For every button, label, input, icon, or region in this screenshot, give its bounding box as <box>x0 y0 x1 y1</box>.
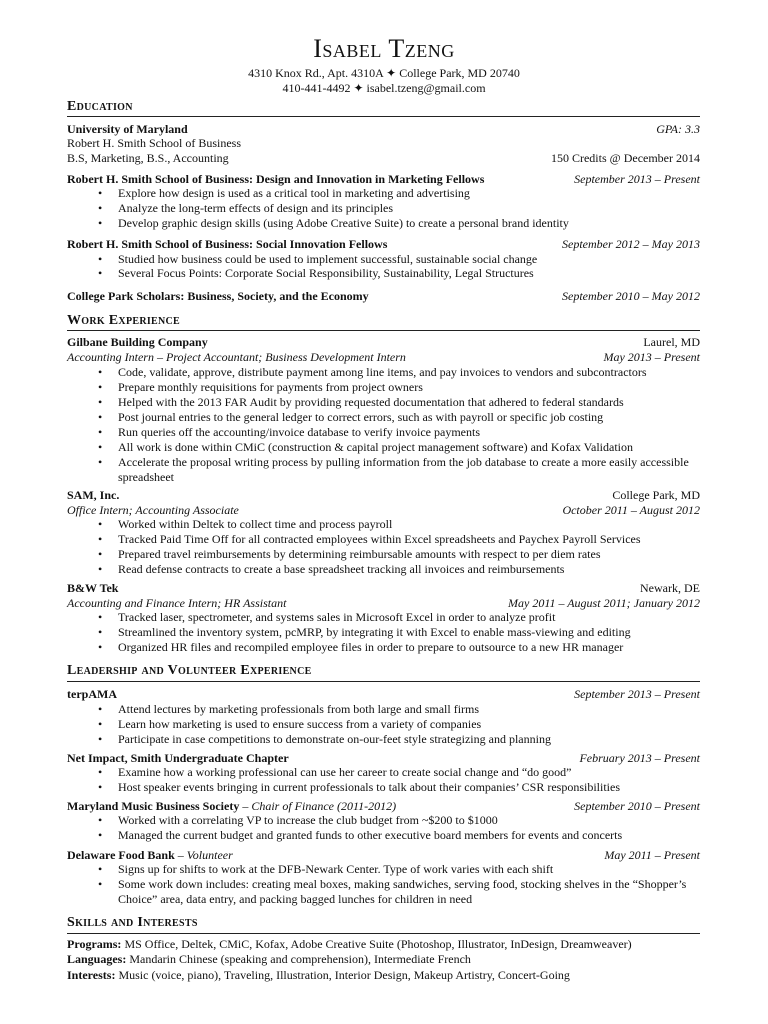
scholars-date: September 2010 – May 2012 <box>562 289 700 303</box>
job-date: May 2011 – August 2011; January 2012 <box>508 596 700 610</box>
programs-label: Programs: <box>67 937 122 951</box>
job-location: College Park, MD <box>612 488 700 502</box>
org-name: terpAMA <box>67 687 117 701</box>
bullet-item: • Managed the current budget and granted funds to other executive board members for events and concerts <box>98 828 623 842</box>
phone-email-line: 410-441-4492 ✦ isabel.tzeng@gmail.com <box>282 81 486 95</box>
languages-value: Mandarin Chinese (speaking and comprehension), Intermediate French <box>126 952 471 966</box>
bullet-item: • Streamlined the inventory system, pcMRP, by integrating it with Excel to enable mass-viewing and editing <box>98 625 631 639</box>
job-role: Accounting Intern – Project Accountant; Business Development Intern <box>67 350 406 364</box>
job-role: Office Intern; Accounting Associate <box>67 503 239 517</box>
candidate-name: Isabel Tzeng <box>313 34 455 63</box>
bullet-item: • Attend lectures by marketing professionals from both large and small firms <box>98 702 480 716</box>
gpa: GPA: 3.3 <box>656 122 700 136</box>
credits: 150 Credits @ December 2014 <box>550 151 700 165</box>
bullet-item: • Host speaker events bringing in current professionals to talk about their companies’ CSR responsibilities <box>98 780 621 794</box>
bullet-item: • Organized HR files and recompiled employee files in order to prepare to outsource to a new HR manager <box>98 640 624 654</box>
education-college-row <box>67 136 700 150</box>
job-role-row <box>67 350 700 364</box>
org-date: May 2011 – Present <box>604 848 700 862</box>
bullet-item: • Helped with the 2013 FAR Audit by providing requested documentation that adhered to federal standards <box>98 395 624 409</box>
company-name: SAM, Inc. <box>67 488 120 502</box>
interests-value: Music (voice, piano), Traveling, Illustration, Interior Design, Makeup Artistry, Concert-Going <box>115 968 570 982</box>
job-date: October 2011 – August 2012 <box>562 503 700 517</box>
bullet-item: • Tracked Paid Time Off for all contracted employees within Excel spreadsheets and Paychex Payroll Services <box>98 532 641 546</box>
bullet-item: • Learn how marketing is used to ensure success from a variety of companies <box>98 717 482 731</box>
bullet-item: • Tracked laser, spectrometer, and systems sales in Microsoft Excel in order to analyze profit <box>98 610 556 624</box>
job-header-row <box>67 581 700 595</box>
job-role: Accounting and Finance Intern; HR Assistant <box>67 596 287 610</box>
section-title-work: Work Experience <box>67 313 181 328</box>
org-name: Maryland Music Business Society <box>67 799 240 813</box>
bullet-item: • Worked with a correlating VP to increase the club budget from ~$200 to $1000 <box>98 813 498 827</box>
org-row <box>67 799 700 813</box>
bullet-item: • Participate in case competitions to demonstrate on-our-feet style strategizing and planning <box>98 732 551 746</box>
bullet-item: • Prepared travel reimbursements by determining reimbursable amounts with respect to per diem rates <box>98 547 601 561</box>
job-header-row <box>67 335 700 349</box>
degree: B.S, Marketing, B.S., Accounting <box>67 151 229 165</box>
scholars-row <box>67 289 700 303</box>
skills-programs <box>67 937 707 951</box>
section-divider <box>67 116 700 117</box>
address-line: 4310 Knox Rd., Apt. 4310A ✦ College Park, MD 20740 <box>248 66 520 80</box>
college-name: Robert H. Smith School of Business <box>67 136 242 150</box>
bullet-item: • Prepare monthly requisitions for payments from project owners <box>98 380 423 394</box>
org-name: Delaware Food Bank <box>67 848 175 862</box>
job-role-row <box>67 596 700 610</box>
programs-value: MS Office, Deltek, CMiC, Kofax, Adobe Creative Suite (Photoshop, Illustrator, InDesign, Dreamweaver) <box>121 937 632 951</box>
bullet-item: • All work is done within CMiC (construction & capital project management software) and Kofax Validation <box>98 440 633 454</box>
bullet-item: • Examine how a working professional can use her career to create social change and “do good” <box>98 765 572 779</box>
bullet-item: • Accelerate the proposal writing process by pulling information from the job database to create a more easily accessible spreadsheet <box>98 455 689 484</box>
bullet-item: • Signs up for shifts to work at the DFB-Newark Center. Type of work varies with each shift <box>98 862 554 876</box>
bullet-item: • Studied how business could be used to implement successful, sustainable social change <box>98 252 538 266</box>
company-name: Gilbane Building Company <box>67 335 208 349</box>
org-role: – Chair of Finance (2011-2012) <box>239 799 397 813</box>
org-row <box>67 687 700 701</box>
fellowship-date: September 2013 – Present <box>574 172 700 186</box>
bullet-item: • Read defense contracts to create a base spreadsheet tracking all invoices and reimbursements <box>98 562 565 576</box>
job-date: May 2013 – Present <box>603 350 700 364</box>
job-location: Newark, DE <box>640 581 700 595</box>
section-title-skills: Skills and Interests <box>67 915 198 930</box>
org-date: September 2013 – Present <box>574 687 700 701</box>
bullet-item: • Explore how design is used as a critical tool in marketing and advertising <box>98 186 470 200</box>
fellowship-title: Robert H. Smith School of Business: Social Innovation Fellows <box>67 237 388 251</box>
org-row <box>67 848 700 862</box>
bullet-item: • Code, validate, approve, distribute payment among line items, and pay invoices to vendors and subcontractors <box>98 365 647 379</box>
bullet-item: • Worked within Deltek to collect time and process payroll <box>98 517 393 531</box>
section-title-leadership: Leadership and Volunteer Experience <box>67 663 312 678</box>
bullet-item: • Some work down includes: creating meal boxes, making sandwiches, serving food, stocking shelves in the “Shopper’s Choice” area, data entry, and packing bagged lunches for children in need <box>98 877 687 906</box>
company-name: B&W Tek <box>67 581 119 595</box>
skills-interests <box>67 968 707 982</box>
job-location: Laurel, MD <box>643 335 700 349</box>
bullet-item: • Run queries off the accounting/invoice database to verify invoice payments <box>98 425 480 439</box>
school-name: University of Maryland <box>67 122 188 136</box>
scholars-title: College Park Scholars: Business, Society, and the Economy <box>67 289 369 303</box>
org-date: September 2010 – Present <box>574 799 700 813</box>
fellowship-date: September 2012 – May 2013 <box>562 237 700 251</box>
org-date: February 2013 – Present <box>579 751 700 765</box>
interests-label: Interests: <box>67 968 116 982</box>
section-divider <box>67 330 700 331</box>
org-row <box>67 751 700 765</box>
bullet-item: • Develop graphic design skills (using Adobe Creative Suite) to create a personal brand identity <box>98 216 569 230</box>
section-title-education: Education <box>67 99 133 114</box>
fellowship-row <box>67 172 700 186</box>
section-divider <box>67 933 700 934</box>
bullet-item: • Analyze the long-term effects of design and its principles <box>98 201 394 215</box>
org-role: – Volunteer <box>174 848 233 862</box>
section-divider <box>67 681 700 682</box>
fellowship-row <box>67 237 700 251</box>
languages-label: Languages: <box>67 952 127 966</box>
org-name: Net Impact, Smith Undergraduate Chapter <box>67 751 289 765</box>
fellowship-title: Robert H. Smith School of Business: Design and Innovation in Marketing Fellows <box>67 172 485 186</box>
skills-languages <box>67 952 707 966</box>
education-school-row <box>67 122 700 136</box>
job-role-row <box>67 503 700 517</box>
bullet-item: • Several Focus Points: Corporate Social Responsibility, Sustainability, Legal Structures <box>98 266 534 280</box>
job-header-row <box>67 488 700 502</box>
bullet-item: • Post journal entries to the general ledger to correct errors, such as with payroll or specific job costing <box>98 410 604 424</box>
education-degree-row <box>67 151 700 165</box>
